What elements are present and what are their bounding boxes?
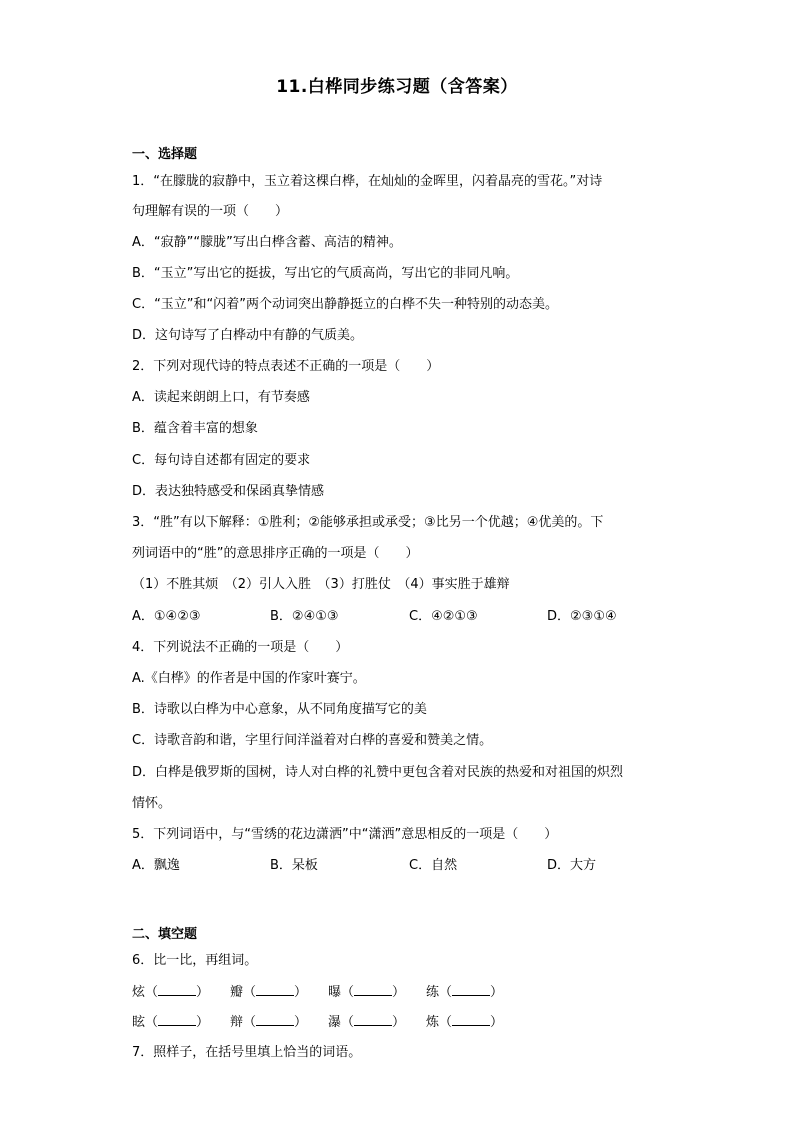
q3-stem-line2: 列词语中的“胜”的意思排序正确的一项是（ ）	[132, 546, 419, 561]
q6-char: 瀑	[328, 1015, 342, 1030]
q1-option-c: C．“玉立”和“闪着”两个动词突出静静挺立的白桦不失一种特别的动态美。	[132, 297, 559, 312]
q6-char: 炫	[132, 985, 146, 1000]
q6-answer-blank[interactable]	[354, 982, 392, 996]
q4-option-d-line2: 情怀。	[132, 796, 172, 811]
q6-answer-blank[interactable]	[158, 982, 196, 996]
q6-answer-blank[interactable]	[158, 1012, 196, 1026]
q6-word-group: 练（ ）	[426, 982, 503, 1003]
q5-option-a: A．飘逸	[132, 858, 180, 873]
q6-word-group: 瀑（ ）	[328, 1012, 405, 1033]
q4-stem: 4．下列说法不正确的一项是（ ）	[132, 640, 349, 655]
section-heading-fill: 二、填空题	[132, 927, 198, 942]
page-title: 11.白桦同步练习题（含答案）	[276, 77, 518, 97]
q4-option-c: C．诗歌音韵和谐，字里行间洋溢着对白桦的喜爱和赞美之情。	[132, 733, 493, 748]
q7-stem: 7．照样子，在括号里填上恰当的词语。	[132, 1045, 362, 1060]
q1-option-a: A．“寂静”“朦胧”写出白桦含蓄、高洁的精神。	[132, 235, 402, 250]
q1-option-d: D．这句诗写了白桦动中有静的气质美。	[132, 328, 364, 343]
q6-char: 辩	[230, 1015, 244, 1030]
q1-stem-line1: 1．“在朦胧的寂静中，玉立着这棵白桦，在灿灿的金晖里，闪着晶亮的雪花。”对诗	[132, 174, 603, 189]
q6-word-group: 眩（ ）	[132, 1012, 209, 1033]
q6-char: 炼	[426, 1015, 440, 1030]
section-heading-choice: 一、选择题	[132, 147, 198, 162]
q3-option-c: C．④②①③	[409, 609, 478, 624]
q6-word-group: 曝（ ）	[328, 982, 405, 1003]
q4-option-d-line1: D．白桦是俄罗斯的国树，诗人对白桦的礼赞中更包含着对民族的热爱和对祖国的炽烈	[132, 765, 624, 780]
q3-stem-line1: 3．“胜”有以下解释：①胜利；②能够承担或承受；③比另一个优越；④优美的。下	[132, 515, 604, 530]
q1-stem-line2: 句理解有误的一项（ ）	[132, 204, 289, 219]
q3-items: （1）不胜其烦 （2）引人入胜 （3）打胜仗 （4）事实胜于雄辩	[132, 577, 510, 592]
q2-option-a: A．读起来朗朗上口，有节奏感	[132, 390, 310, 405]
q4-option-b: B．诗歌以白桦为中心意象，从不同角度描写它的美	[132, 702, 427, 717]
q6-word-group: 瓣（ ）	[230, 982, 307, 1003]
q1-option-b: B．“玉立”写出它的挺拔，写出它的气质高尚，写出它的非同凡响。	[132, 266, 519, 281]
q3-option-d: D．②③①④	[547, 609, 617, 624]
q3-option-a: A．①④②③	[132, 609, 201, 624]
q6-answer-blank[interactable]	[452, 1012, 490, 1026]
q2-stem: 2．下列对现代诗的特点表述不正确的一项是（ ）	[132, 359, 440, 374]
q5-option-c: C．自然	[409, 858, 458, 873]
q2-option-b: B．蕴含着丰富的想象	[132, 421, 258, 436]
q3-option-b: B．②④①③	[270, 609, 339, 624]
q6-answer-blank[interactable]	[354, 1012, 392, 1026]
q5-option-b: B．呆板	[270, 858, 318, 873]
q6-answer-blank[interactable]	[452, 982, 490, 996]
q6-char: 瓣	[230, 985, 244, 1000]
q6-word-group: 炼（ ）	[426, 1012, 503, 1033]
q6-char: 眩	[132, 1015, 146, 1030]
q6-word-group: 炫（ ）	[132, 982, 209, 1003]
q5-stem: 5．下列词语中，与“雪绣的花边潇洒”中“潇洒”意思相反的一项是（ ）	[132, 827, 558, 842]
q4-option-a: A.《白桦》的作者是中国的作家叶赛宁。	[132, 671, 366, 686]
q6-char: 练	[426, 985, 440, 1000]
q2-option-d: D．表达独特感受和保函真挚情感	[132, 484, 325, 499]
q6-answer-blank[interactable]	[256, 1012, 294, 1026]
q6-char: 曝	[328, 985, 342, 1000]
q6-word-group: 辩（ ）	[230, 1012, 307, 1033]
q5-option-d: D．大方	[547, 858, 597, 873]
q2-option-c: C．每句诗自述都有固定的要求	[132, 453, 311, 468]
q6-answer-blank[interactable]	[256, 982, 294, 996]
q6-stem: 6．比一比，再组词。	[132, 953, 258, 968]
